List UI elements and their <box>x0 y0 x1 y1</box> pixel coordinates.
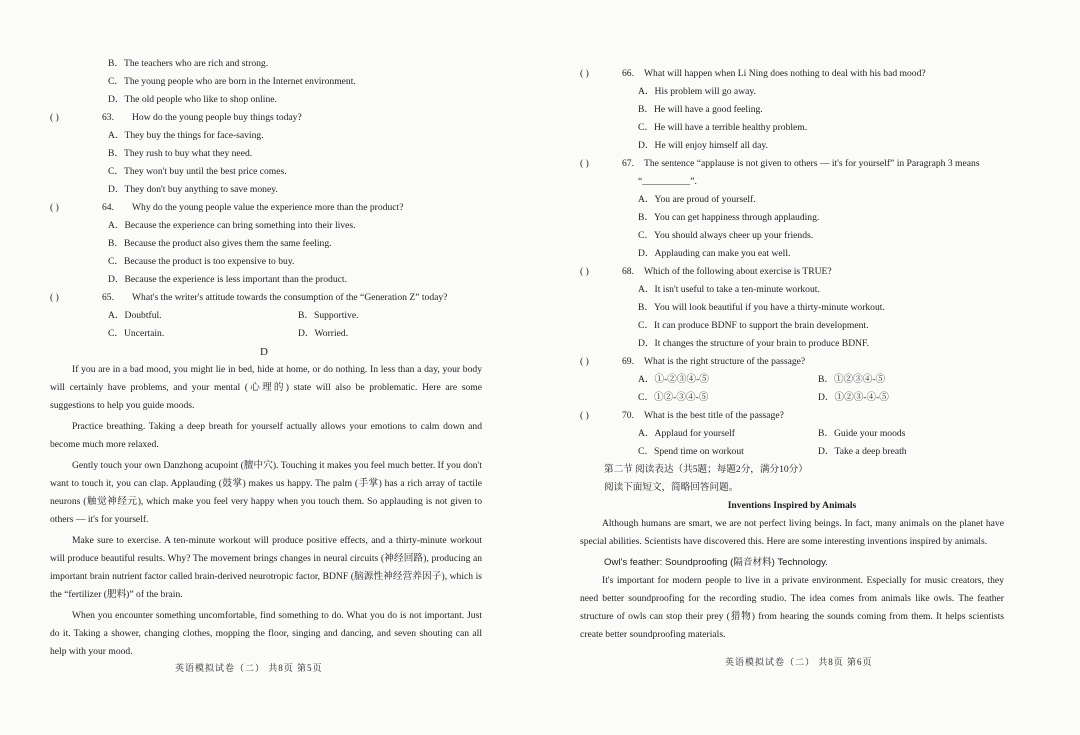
passage-paragraph-3: Gently touch your own Danzhong acupoint (膻中穴). Touching it makes you feel much better. If you don't want to touch it, you can clap. Applauding (鼓掌) makes us happy. The palm (手掌) has a rich array of tactile neurons (触觉神经元), which make you feel very happy when you touch them. So applauding is not given to others — it's for yourself. <box>50 460 482 525</box>
option: A．Because the experience can bring something into their lives. <box>108 220 356 231</box>
option: A．Applaud for yourself <box>638 428 735 439</box>
question-stem: What is the best title of the passage? <box>644 410 784 421</box>
question-number: 70. <box>622 410 634 421</box>
answer-blank[interactable]: ( ) <box>580 410 589 421</box>
option: B．Because the product also gives them the same feeling. <box>108 238 332 249</box>
question-stem: Why do the young people value the experience more than the product? <box>132 202 404 213</box>
option: D．Applauding can make you eat well. <box>638 248 791 259</box>
option: A．You are proud of yourself. <box>638 194 756 205</box>
option: D．Worried. <box>298 328 349 339</box>
section-letter: D <box>260 346 268 358</box>
option: B．You can get happiness through applauding. <box>638 212 820 223</box>
question-number: 68. <box>622 266 634 277</box>
option: B．He will have a good feeling. <box>638 104 763 115</box>
option: C．They won't buy until the best price comes. <box>108 166 287 177</box>
question-number: 64. <box>102 202 114 213</box>
option: C．It can produce BDNF to support the brain development. <box>638 320 869 331</box>
option: A．①-②③④-⑤ <box>638 374 709 385</box>
passage-title-text: Inventions Inspired by Animals <box>727 500 857 511</box>
fill-blank: “__________”. <box>638 176 697 187</box>
question-63 <box>50 109 482 127</box>
answer-blank[interactable]: ( ) <box>50 202 59 213</box>
answer-blank[interactable]: ( ) <box>580 266 589 277</box>
answer-blank[interactable]: ( ) <box>50 292 59 303</box>
passage-paragraph-5: When you encounter something uncomfortable, find something to do. What you do is not important. Just do it. Taking a shower, changing clothes, mopping the floor, singing and dancing, and seven shouting can all help with your mood. <box>50 610 482 657</box>
option: C．He will have a terrible healthy problem. <box>638 122 808 133</box>
left-column <box>50 55 482 664</box>
answer-blank[interactable]: ( ) <box>580 356 589 367</box>
option: A．They buy the things for face-saving. <box>108 130 264 141</box>
answer-blank[interactable]: ( ) <box>580 68 589 79</box>
option: A．His problem will go away. <box>638 86 756 97</box>
answer-blank[interactable]: ( ) <box>580 158 589 169</box>
question-69 <box>580 353 1004 371</box>
passage-paragraph-2: Practice breathing. Taking a deep breath for yourself actually allows your emotions to calm down and become much more relaxed. <box>50 421 482 450</box>
option: C．Because the product is too expensive to buy. <box>108 256 295 267</box>
option: D．Because the experience is less important than the product. <box>108 274 347 285</box>
question-number: 69. <box>622 356 634 367</box>
option: D．The old people who like to shop online. <box>108 94 277 105</box>
option: B．You will look beautiful if you have a thirty-minute workout. <box>638 302 885 313</box>
option: B．①②③④-⑤ <box>818 374 886 385</box>
page-footer-right: 英语模拟试卷（二） 共8页 第6页 <box>725 657 873 667</box>
option-row <box>580 389 1004 407</box>
option-row <box>50 307 482 325</box>
question-66 <box>580 65 1004 83</box>
section-heading-row <box>50 343 482 361</box>
question-number: 67. <box>622 158 634 169</box>
question-number: 65. <box>102 292 114 303</box>
passage-title <box>580 497 1004 515</box>
passage-paragraph-1: If you are in a bad mood, you might lie in bed, hide at home, or do nothing. In less than a day, your body will certainly have problems, and your mental (心理的) state will also be problematic. Here are some suggestions to help you guide moods. <box>50 364 482 411</box>
passage-body: It's important for modern people to live in a private environment. Especially for music creators, they need better soundproofing for the recording studio. The idea comes from animals like owls. The feather structure of owls can stop their prey (猎物) from hearing the sounds coming from them. It helps scientists create better soundproofing materials. <box>580 575 1004 640</box>
option: D．They don't buy anything to save money. <box>108 184 278 195</box>
option-row <box>580 425 1004 443</box>
question-68 <box>580 263 1004 281</box>
question-64 <box>50 199 482 217</box>
passage-intro: Although humans are smart, we are not perfect living beings. In fact, many animals on the planet have special abilities. Scientists have discovered this. Here are some interesting inventions inspired by animals. <box>580 518 1004 547</box>
option: D．Take a deep breath <box>818 446 907 457</box>
passage-paragraph-4: Make sure to exercise. A ten-minute workout will produce positive effects, and a thirty-minute workout will produce beautiful results. Why? The movement brings changes in neural circuits (神经回路), producing an important brain nutrient factor called brain-derived neurotropic factor, BDNF (脑源性神经营养因子), which is the “fertilizer (肥料)” of the brain. <box>50 535 482 600</box>
option: C．Uncertain. <box>108 328 165 339</box>
question-stem: The sentence “applause is not given to others — it's for yourself” in Paragraph 3 means <box>644 158 980 169</box>
option-row <box>580 371 1004 389</box>
option: C．You should always cheer up your friends. <box>638 230 814 241</box>
question-stem: What is the right structure of the passage? <box>644 356 806 367</box>
question-stem: What's the writer's attitude towards the consumption of the “Generation Z” today? <box>132 292 448 303</box>
question-number: 63. <box>102 112 114 123</box>
option: D．①②③-④-⑤ <box>818 392 889 403</box>
option: A．It isn't useful to take a ten-minute workout. <box>638 284 820 295</box>
question-70 <box>580 407 1004 425</box>
option: C．①②-③④-⑤ <box>638 392 709 403</box>
page-footer-left: 英语模拟试卷（二） 共8页 第5页 <box>175 663 323 673</box>
passage-subheading: Owl's feather: Soundproofing (隔音材料) Technology. <box>604 557 828 568</box>
question-67 <box>580 155 1004 173</box>
answer-blank[interactable]: ( ) <box>50 112 59 123</box>
question-stem: What will happen when Li Ning does nothing to deal with his bad mood? <box>644 68 926 79</box>
section-title: 第二节 阅读表达（共5题；每题2分，满分10分） <box>604 464 808 475</box>
option-row <box>580 443 1004 461</box>
option: B．They rush to buy what they need. <box>108 148 253 159</box>
question-number: 66. <box>622 68 634 79</box>
option: D．He will enjoy himself all day. <box>638 140 768 151</box>
question-65 <box>50 289 482 307</box>
right-column <box>580 65 1004 647</box>
option: C．The young people who are born in the Internet environment. <box>108 76 356 87</box>
option: D．It changes the structure of your brain to produce BDNF. <box>638 338 870 349</box>
option: B．Guide your moods <box>818 428 906 439</box>
option: B．The teachers who are rich and strong. <box>108 58 269 69</box>
section-instruction: 阅读下面短文，简略回答问题。 <box>604 482 739 493</box>
question-stem: Which of the following about exercise is TRUE? <box>644 266 832 277</box>
option: A．Doubtful. <box>108 310 162 321</box>
option: C．Spend time on workout <box>638 446 744 457</box>
option-row <box>50 325 482 343</box>
question-stem: How do the young people buy things today? <box>132 112 302 123</box>
option: B．Supportive. <box>298 310 359 321</box>
